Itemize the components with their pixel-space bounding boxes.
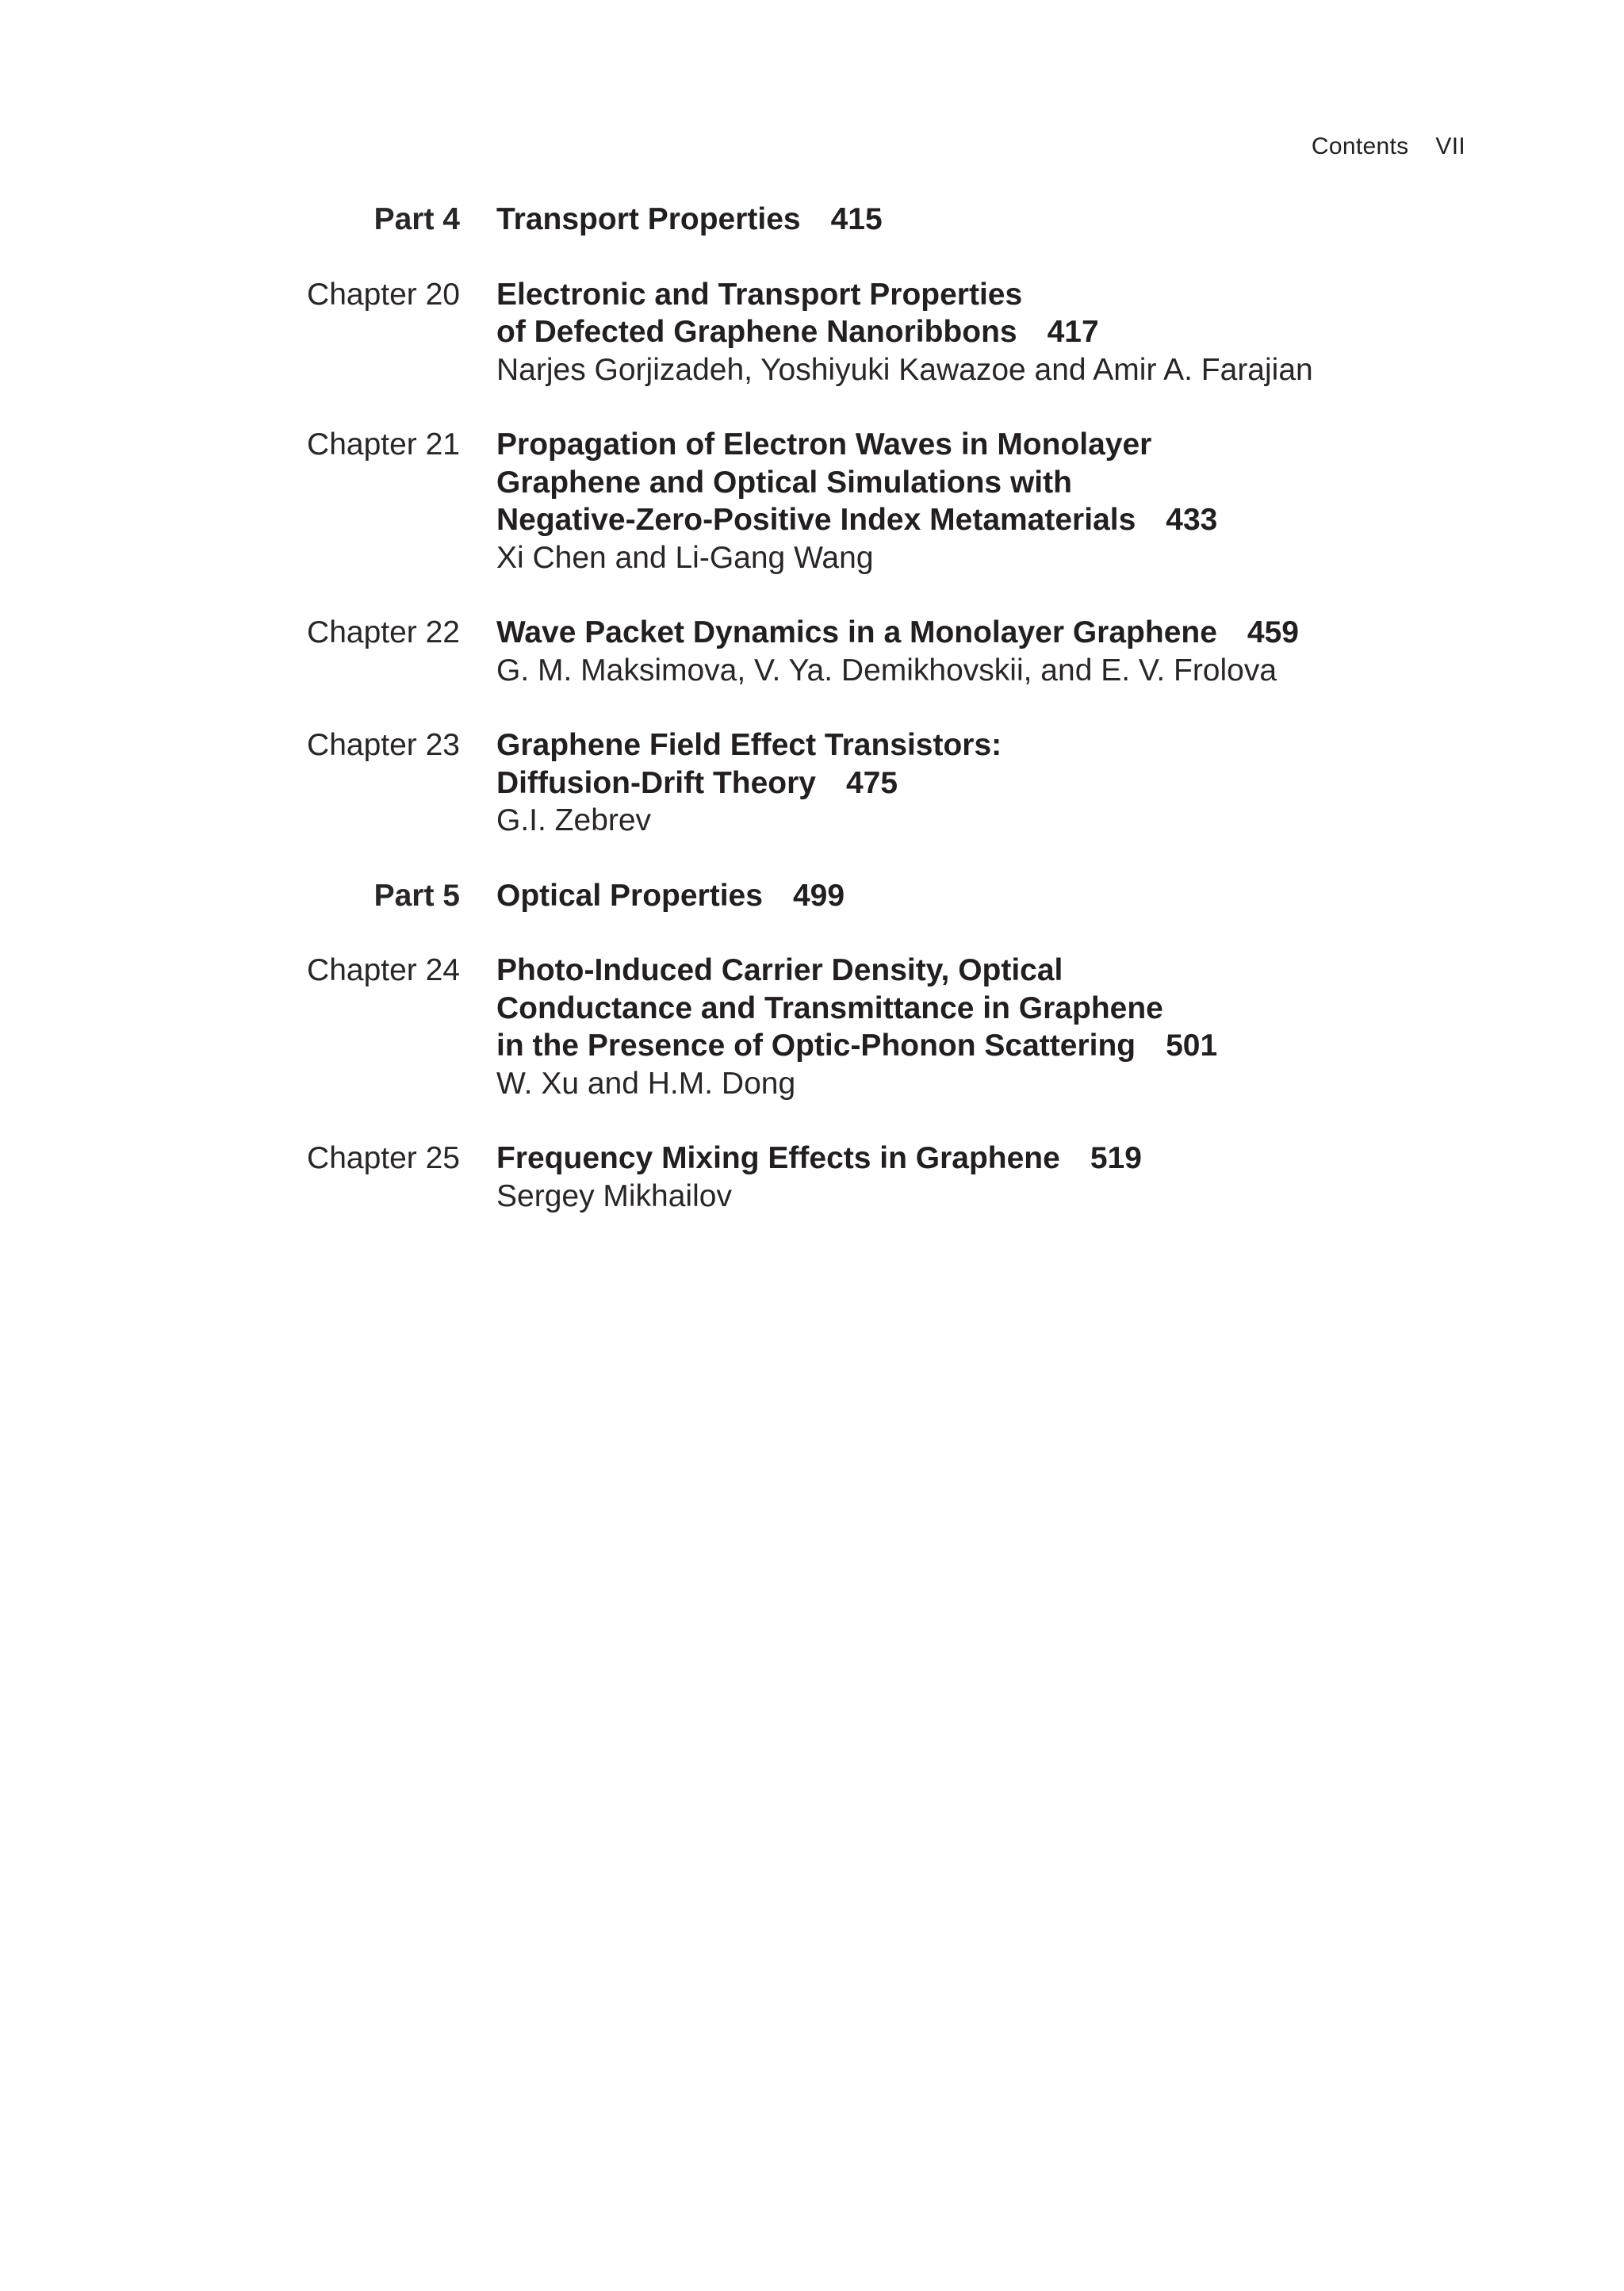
toc-entry-label: Part 5 xyxy=(373,878,460,913)
toc-title-line: Graphene Field Effect Transistors: xyxy=(496,728,1002,762)
toc-entry-authors: Narjes Gorjizadeh, Yoshiyuki Kawazoe and Amir A. Farajian xyxy=(496,352,1313,387)
toc-entry-page: 501 xyxy=(1166,1029,1218,1063)
toc-part-4 xyxy=(0,201,1624,239)
toc-entry-label: Chapter 24 xyxy=(307,953,460,987)
toc-entry-title xyxy=(496,726,1369,802)
running-header xyxy=(1312,133,1465,160)
toc-title-line: Frequency Mixing Effects in Graphene 519 xyxy=(496,1141,1142,1175)
toc-entry-label: Chapter 23 xyxy=(307,728,460,762)
toc-entry-body xyxy=(496,201,1369,239)
toc-entry-title xyxy=(496,877,1369,915)
toc-title-line: in the Presence of Optic-Phonon Scattering 501 xyxy=(496,1029,1218,1063)
toc-chapter-22 xyxy=(0,614,1624,689)
toc-entry-page: 499 xyxy=(792,878,845,913)
toc-title-line: Propagation of Electron Waves in Monolayer xyxy=(496,427,1152,462)
toc-entry-title xyxy=(496,276,1369,351)
running-header-section: Contents xyxy=(1311,133,1409,159)
toc-entry-page: 417 xyxy=(1047,315,1099,349)
toc-entry-authors: W. Xu and H.M. Dong xyxy=(496,1066,796,1101)
toc-entry-body xyxy=(496,426,1369,577)
toc-title-line: Graphene and Optical Simulations with xyxy=(496,465,1072,500)
toc-title-line: Optical Properties 499 xyxy=(496,878,845,913)
toc-chapter-20 xyxy=(0,276,1624,389)
table-of-contents xyxy=(0,201,1624,1215)
toc-entry-page: 415 xyxy=(830,202,883,236)
toc-entry-page: 433 xyxy=(1166,503,1218,537)
page-number: VII xyxy=(1435,133,1465,159)
toc-entry-title xyxy=(496,614,1369,652)
toc-entry-title xyxy=(496,1140,1369,1178)
toc-entry-label: Chapter 20 xyxy=(307,277,460,312)
toc-chapter-21 xyxy=(0,426,1624,577)
toc-entry-authors: Sergey Mikhailov xyxy=(496,1178,732,1213)
toc-title-line: of Defected Graphene Nanoribbons 417 xyxy=(496,315,1099,349)
toc-title-line: Electronic and Transport Properties xyxy=(496,277,1023,312)
toc-entry-title xyxy=(496,201,1369,239)
toc-entry-body xyxy=(496,1140,1369,1215)
toc-title-line: Conductance and Transmittance in Graphene xyxy=(496,990,1163,1025)
toc-entry-authors: G. M. Maksimova, V. Ya. Demikhovskii, and E. V. Frolova xyxy=(496,653,1277,688)
toc-entry-body xyxy=(496,952,1369,1102)
toc-chapter-24 xyxy=(0,952,1624,1102)
toc-part-5 xyxy=(0,877,1624,915)
toc-entry-label: Chapter 25 xyxy=(307,1141,460,1175)
toc-entry-authors: G.I. Zebrev xyxy=(496,803,652,837)
toc-entry-title xyxy=(496,952,1369,1065)
toc-entry-body xyxy=(496,276,1369,389)
toc-chapter-25 xyxy=(0,1140,1624,1215)
toc-entry-label: Chapter 21 xyxy=(307,427,460,462)
toc-title-line: Photo-Induced Carrier Density, Optical xyxy=(496,953,1063,987)
toc-chapter-23 xyxy=(0,726,1624,840)
toc-entry-body xyxy=(496,877,1369,915)
toc-title-line: Transport Properties 415 xyxy=(496,202,883,236)
toc-title-line: Diffusion-Drift Theory 475 xyxy=(496,765,898,800)
toc-entry-body xyxy=(496,726,1369,840)
toc-entry-label: Part 4 xyxy=(373,202,460,236)
toc-entry-page: 519 xyxy=(1090,1141,1142,1175)
toc-entry-authors: Xi Chen and Li-Gang Wang xyxy=(496,540,874,575)
toc-entry-title xyxy=(496,426,1369,539)
toc-entry-label: Chapter 22 xyxy=(307,615,460,649)
toc-entry-body xyxy=(496,614,1369,689)
toc-title-line: Wave Packet Dynamics in a Monolayer Graphene 459 xyxy=(496,615,1299,649)
toc-title-line: Negative-Zero-Positive Index Metamaterials 433 xyxy=(496,503,1218,537)
toc-entry-page: 459 xyxy=(1247,615,1299,649)
toc-entry-page: 475 xyxy=(845,765,898,800)
